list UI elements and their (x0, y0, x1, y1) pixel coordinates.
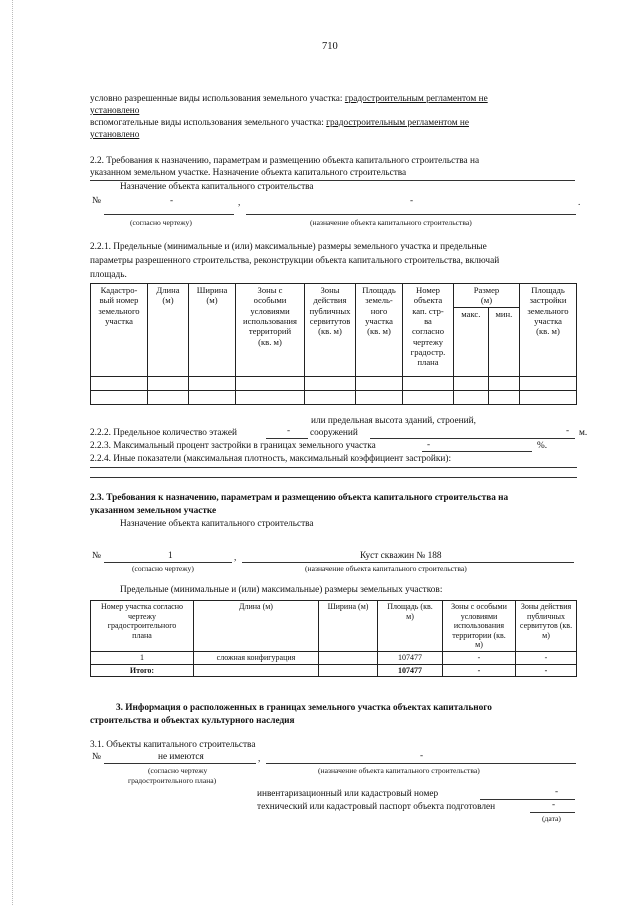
auxiliary-use-value: установлено (90, 130, 140, 140)
parameters-table (90, 283, 577, 405)
section-3-heading: 3. Информация о расположенных в границах земельного участка объектах капитального (116, 703, 492, 713)
caption-per-drawing-3b: градостроительного плана) (128, 776, 217, 785)
structures-label: сооружений (310, 428, 358, 438)
col-width: Ширина (м) (189, 284, 236, 377)
conditional-use-line: условно разрешенные виды использования земельного участка: градостроительным регламентом не (90, 94, 488, 104)
purpose-dash: - (410, 196, 414, 206)
conditional-use-value: установлено (90, 106, 140, 116)
section-2-3-heading-cont: указанном земельном участке (90, 506, 217, 516)
col-length: Длина (м) (148, 284, 189, 377)
col-servitude-zones-2: Зоны действия публичных сервитутов (кв. м) (516, 601, 577, 652)
meters-unit: м. (579, 428, 588, 438)
number-dash: - (170, 196, 174, 206)
end-dot: . (578, 198, 581, 208)
floors-label: 2.2.2. Предельное количество этажей (90, 428, 237, 438)
col-area-2: Площадь (кв. м) (378, 601, 443, 652)
caption-purpose-3: (назначение объекта капитального строительства) (318, 766, 480, 775)
col-area: Площадь земель- ного участка (кв. м) (356, 284, 403, 377)
section-2-2-1-text-cont: параметры разрешенного строительства, реконструкции объекта капитального строительства, включай (90, 256, 500, 266)
col-width-2: Ширина (м) (319, 601, 378, 652)
max-percent-value: - (427, 440, 431, 450)
col-size-max: макс. (454, 307, 489, 376)
page-number: 710 (322, 41, 338, 52)
caption-per-drawing-3: (согласно чертежу (148, 766, 208, 775)
number-label-2: № (92, 551, 101, 561)
col-plot-number: Номер участка согласно чертежу градостроительного плана (91, 601, 194, 652)
table-row: 1 сложная конфигурация 107477 - - (91, 651, 577, 664)
table-row (91, 376, 577, 390)
height-value: - (566, 426, 570, 436)
inventory-number-value: - (555, 787, 559, 797)
purpose-label: Назначение объекта капитального строительства (120, 182, 314, 192)
floors-value: - (287, 426, 291, 436)
col-built-area: Площадь застройки земельного участка (кв. м) (520, 284, 577, 377)
col-length-2: Длина (м) (194, 601, 319, 652)
plot-limits-text: Предельные (минимальные и (или) максимальные) размеры земельных участков: (120, 585, 443, 595)
col-cadastral: Кадастро- вый номер земельного участка (91, 284, 148, 377)
date-caption: (дата) (542, 814, 561, 823)
table-total-row: Итого: 107477 - - (91, 664, 577, 677)
col-size: Размер (м) (454, 284, 520, 308)
plot-number: 1 (168, 551, 173, 561)
comma-3: , (258, 754, 261, 764)
inventory-number-label: инвентаризационный или кадастровый номер (257, 789, 439, 799)
percent-unit: %. (537, 441, 548, 451)
col-size-min: мин. (488, 307, 519, 376)
table-row (91, 390, 577, 404)
passport-value: - (552, 800, 556, 810)
comma-2: , (234, 553, 237, 563)
number-label: № (92, 196, 101, 206)
objects-purpose-dash: - (420, 751, 424, 761)
purpose-label-2: Назначение объекта капитального строительства (120, 519, 314, 529)
section-3-1-label: 3.1. Объекты капитального строительства (90, 740, 256, 750)
col-special-zones: Зоны с особыми условиями использования территорий (кв. м) (236, 284, 305, 377)
max-percent-label: 2.2.3. Максимальный процент застройки в границах земельного участка (90, 441, 376, 451)
caption-per-drawing-2: (согласно чертежу) (132, 564, 194, 573)
caption-per-drawing: (согласно чертежу) (130, 218, 192, 227)
comma: , (238, 198, 241, 208)
objects-none: не имеются (158, 752, 204, 762)
scan-left-edge (0, 0, 13, 905)
other-indicators-label: 2.2.4. Иные показатели (максимальная плотность, максимальный коэффициент застройки): (90, 454, 452, 464)
auxiliary-use-line: вспомогательные виды использования земельного участка: градостроительным регламентом не (90, 118, 470, 128)
col-object-number: Номер объекта кап. стр- ва согласно чертежу градостр. плана (403, 284, 454, 377)
caption-purpose: (назначение объекта капитального строительства) (310, 218, 472, 227)
section-2-2-1-text: 2.2.1. Предельные (минимальные и (или) максимальные) размеры земельного участка и предельные (90, 242, 487, 252)
col-servitude-zones: Зоны действия публичных сервитутов (кв. м) (305, 284, 356, 377)
section-2-2-heading: 2.2. Требования к назначению, параметрам и размещению объекта капитального строительства на (90, 156, 480, 166)
col-special-zones-2: Зоны с особыми условиями использования территории (кв. м) (443, 601, 516, 652)
section-2-3-heading: 2.3. Требования к назначению, параметрам и размещению объекта капитального строительства на (90, 493, 509, 503)
height-text: или предельная высота зданий, строений, (311, 416, 476, 426)
number-label-3: № (92, 752, 101, 762)
section-3-heading-cont: строительства и объектах культурного наследия (90, 716, 295, 726)
passport-label: технический или кадастровый паспорт объекта подготовлен (257, 802, 496, 812)
section-2-2-1-text-end: площадь. (90, 270, 127, 280)
object-name: Куст скважин № 188 (360, 551, 442, 561)
caption-purpose-2: (назначение объекта капитального строительства) (305, 564, 467, 573)
section-2-2-heading-cont: указанном земельном участке. Назначение объекта капитального строительства (90, 168, 407, 178)
plots-table (90, 600, 577, 677)
